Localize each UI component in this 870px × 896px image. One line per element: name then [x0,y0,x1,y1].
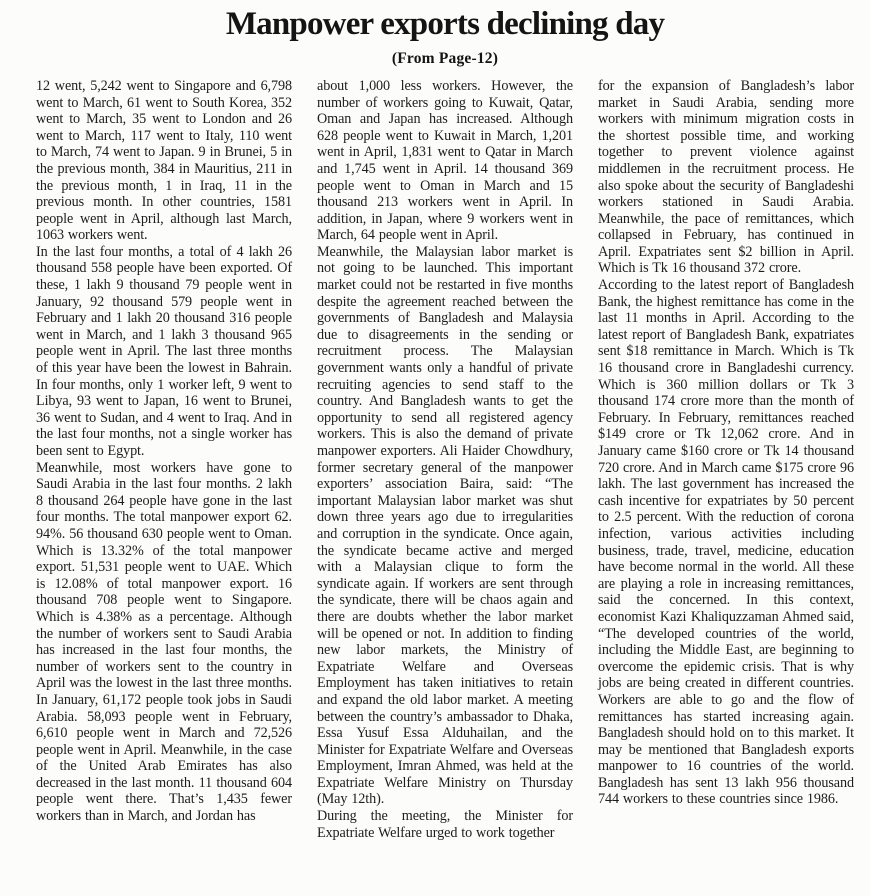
article-paragraph: Meanwhile, most workers have gone to Saudi Arabia in the last four months. 2 lakh 8 thousand 264 people have gone in the last four months. The total manpower export 62. 94%. 56 thousand 630 people went to Oman. Which is 13.32% of the total manpower export. 51,531 people went to UAE. Which is 12.08% of total manpower export. 16 thousand 708 people went to Singapore. Which is 4.38% as a percentage. Although the number of workers sent to Saudi Arabia has increased in the last four months, the number of workers sent to the country in April was the lowest in the last three months. In January, 61,172 people took jobs in Saudi Arabia. 58,093 people went in February, 6,610 people went in March and 72,526 people went in April. Meanwhile, in the case of the United Arab Emirates has also decreased in the last month. 11 thousand 604 people went there. That’s 1,435 fewer workers than in March, and Jordan has [36,459,292,825]
article-paragraph: for the expansion of Bangladesh’s labor market in Saudi Arabia, sending more workers with minimum migration costs in the shortest possible time, and working together to prevent violence against middlemen in the recruitment process. He also spoke about the security of Bangladeshi workers stationed in Saudi Arabia. Meanwhile, the pace of remittances, which collapsed in February, has continued in April. Expatriates sent $2 billion in April. Which is Tk 16 thousand 372 crore. [598,77,854,277]
article-column-3 [598,78,854,808]
article-paragraph: Meanwhile, the Malaysian labor market is not going to be launched. This important market could not be restarted in five months despite the agreement reached between the governments of Bangladesh and Malaysia due to disagreements in the sending or recruitment process. The Malaysian government wants only a handful of private recruiting agencies to send staff to the country. And Bangladesh wants to get the opportunity to send all registered agency workers. This is also the demand of private manpower exporters. Ali Haider Chowdhury, former secretary general of the manpower exporters’ association Baira, said: “The important Malaysian labor market was shut down three years ago due to irregularities and corruption in the syndicate. Once again, the syndicate became active and merged with a Malaysian clique to form the syndicate again. If workers are sent through the syndicate, there will be chaos again and there are doubts whether the labor market will be opened or not. In addition to finding new labor markets, the Ministry of Expatriate Welfare and Overseas Employment has taken initiatives to retain and expand the old labor market. A meeting between the country’s ambassador to Dhaka, Essa Yusuf Essa Alduhailan, and the Minister for Expatriate Welfare and Overseas Employment, Imran Ahmed, was held at the Expatriate Welfare Ministry on Thursday (May 12th). [317,243,573,808]
article-paragraph: During the meeting, the Minister for Expatriate Welfare urged to work together [317,808,573,841]
article-paragraph: about 1,000 less workers. However, the number of workers going to Kuwait, Qatar, Oman and Japan has increased. Although 628 people went to Kuwait in March, 1,201 went in April, 1,831 went to Qatar in March and 1,745 went in April. 14 thousand 369 people went to Oman in March and 15 thousand 213 workers went in April. In addition, in Japan, where 9 workers went in March, 64 people went in April. [317,77,573,244]
article-column-2 [317,78,573,841]
article-paragraph: 12 went, 5,242 went to Singapore and 6,798 went to March, 61 went to South Korea, 352 went to March, 35 went to London and 26 went to March, 117 went to Italy, 110 went to March, 74 went to Japan. 9 in Brunei, 5 in the previous month, 384 in Mauritius, 211 in the previous month, 1 in Iraq, 11 in the previous month. In other countries, 1581 people went in April, although last March, 1063 workers went. [36,77,292,244]
article-paragraph: In the last four months, a total of 4 lakh 26 thousand 558 people have been exported. Of these, 1 lakh 9 thousand 79 people went in January, 92 thousand 579 people went in February and 1 lakh 20 thousand 316 people went in March, and 1 lakh 3 thousand 965 people went in April. The last three months of this year have been the lowest in Bahrain. In four months, only 1 worker left, 9 went to Libya, 93 went to Japan, 16 went to Brunei, 36 went to Sudan, and 4 went to Iraq. And in the last four months, not a single worker has been sent to Egypt. [36,243,292,459]
article-paragraph: According to the latest report of Bangladesh Bank, the highest remittance has come in the last 11 months in April. According to the latest report of Bangladesh Bank, expatriates sent $18 remittance in March. Which is Tk 16 thousand crore in Bangladeshi currency. Which is 360 million dollars or Tk 3 thousand 174 crore more than the month of February. In February, remittances reached $149 crore or Tk 12,062 crore. And in January came $160 crore or Tk 14 thousand 720 crore. And in March came $175 crore 96 lakh. The last government has increased the cash incentive for expatriates by 50 percent to 2.5 percent. With the reduction of corona infection, various activities including business, trade, travel, medicine, education have become normal in the world. All these are playing a role in increasing remittances, said the concerned. In this context, economist Kazi Khaliquzzaman Ahmed said, “The developed countries of the world, including the Middle East, are beginning to overcome the epidemic crisis. That is why jobs are being created in different countries. Workers are able to go and the flow of remittances has started increasing again. Bangladesh should hold on to this market. It may be mentioned that Bangladesh exports manpower to 16 countries of the world. Bangladesh has sent 13 lakh 956 thousand 744 workers to these countries since 1986. [598,277,854,808]
article-subhead-page-reference: (From Page-12) [391,49,499,67]
article-columns [36,78,854,841]
article-column-1 [36,78,292,825]
article-headline: Manpower exports declining day [225,6,665,42]
